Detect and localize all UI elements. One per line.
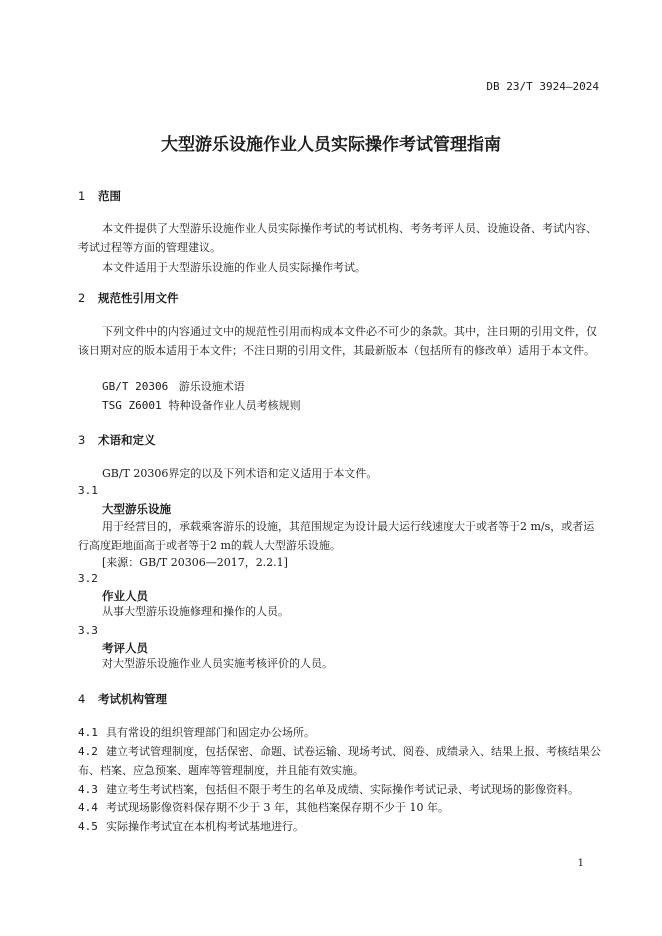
term-definition: 对大型游乐设施作业人员实施考核评价的人员。 [102, 657, 333, 670]
clause-text: 建立考生考试档案，包括但不限于考生的名单及成绩、实际操作考试记录、考试现场的影像资料。 [106, 783, 579, 796]
reference-code: GB/T 20306 [102, 380, 169, 393]
paragraph: GB/T 20306界定的以及下列术语和定义适用于本文件。 [102, 467, 378, 480]
reference-item [102, 397, 301, 413]
section-3-heading [78, 432, 156, 448]
clause-text: 实际操作考试宜在本机构考试基地进行。 [106, 820, 304, 833]
clause-number: 4.2 [78, 745, 98, 758]
document-number: DB 23/T 3924—2024 [486, 80, 599, 93]
term-definition: 从事大型游乐设施修理和操作的人员。 [102, 605, 289, 618]
section-number: 2 [78, 291, 86, 305]
reference-item [102, 378, 245, 394]
clause-number: 4.3 [78, 783, 98, 796]
clause-item [78, 817, 602, 836]
clause-text: 考试现场影像资料保存期不少于 3 年，其他档案保存期不少于 10 年。 [106, 801, 449, 814]
term-number: 3.3 [78, 624, 98, 637]
clause-number: 4.1 [78, 726, 98, 739]
clause-number: 4.4 [78, 801, 98, 814]
section-1-heading [78, 188, 121, 204]
term-title: 作业人员 [102, 589, 148, 603]
term-number: 3.2 [78, 572, 98, 585]
reference-code: TSG Z6001 [102, 399, 162, 412]
term-title: 考评人员 [102, 641, 148, 655]
section-4-heading [78, 691, 167, 707]
term-title: 大型游乐设施 [102, 502, 171, 516]
clause-item [78, 798, 602, 817]
clause-text: 建立考试管理制度，包括保密、命题、试卷运输、现场考试、阅卷、成绩录入、结果上报、考核结果公布、档案、应急预案、题库等管理制度，并且能有效实施。 [78, 745, 601, 777]
paragraph: 下列文件中的内容通过文中的规范性引用而构成本文件必不可少的条款。其中，注日期的引用文件，仅该日期对应的版本适用于本文件；不注日期的引用文件，其最新版本（包括所有的修改单）适用于本文件。 [78, 325, 597, 357]
page-number: 1 [577, 858, 584, 869]
term-number: 3.1 [78, 484, 98, 497]
clause-item [78, 742, 602, 780]
clause-text: 具有常设的组织管理部门和固定办公场所。 [106, 726, 315, 739]
paragraph: 本文件适用于大型游乐设施的作业人员实际操作考试。 [102, 261, 366, 274]
clause-item [78, 723, 602, 742]
clause-number: 4.5 [78, 820, 98, 833]
reference-title: 游乐设施术语 [178, 380, 245, 393]
paragraph: 本文件提供了大型游乐设施作业人员实际操作考试的考试机构、考务考评人员、设施设备、考试内容、考试过程等方面的管理建议。 [78, 222, 597, 254]
section-title: 范围 [98, 189, 121, 203]
section-number: 3 [78, 433, 86, 447]
section-title: 术语和定义 [98, 433, 156, 447]
term-definition: 用于经营目的，承载乘客游乐的设施，其范围规定为设计最大运行线速度大于或者等于2 m/s，或者运行高度距地面高于或者等于2 m的载人大型游乐设施。 [78, 520, 595, 552]
page-title: 大型游乐设施作业人员实际操作考试管理指南 [161, 135, 501, 155]
section-number: 4 [78, 692, 86, 706]
reference-title: 特种设备作业人员考核规则 [168, 399, 301, 412]
term-source: [来源：GB/T 20306—2017，2.2.1] [102, 556, 288, 569]
section-title: 规范性引用文件 [98, 291, 179, 305]
section-number: 1 [78, 189, 86, 203]
clause-item [78, 780, 608, 799]
section-title: 考试机构管理 [98, 692, 167, 706]
section-2-heading [78, 290, 179, 306]
